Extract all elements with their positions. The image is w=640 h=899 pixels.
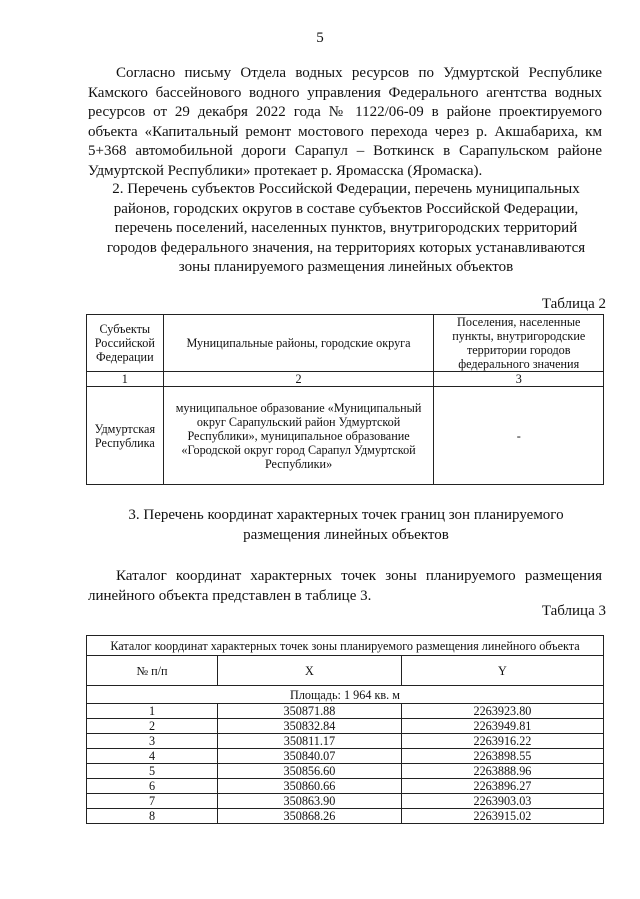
- table-2-header-row: [87, 315, 604, 372]
- table-row: [87, 749, 604, 764]
- point-number: 6: [87, 779, 218, 794]
- table-3-label: Таблица 3: [541, 603, 606, 619]
- table-3-area: Площадь: 1 964 кв. м: [87, 686, 604, 704]
- table-2-col-number: 3: [434, 372, 604, 387]
- table-3-header-y: Y: [401, 656, 603, 686]
- section-3-heading: 3. Перечень координат характерных точек границ зон планируемого размещения линейных объектов: [128, 507, 564, 543]
- table-2-subject-cell: Удмуртская Республика: [87, 387, 164, 485]
- point-x: 350840.07: [218, 749, 402, 764]
- table-2-municipal-cell: муниципальное образование «Муниципальный округ Сарапульский район Удмуртской Республики», муниципальное образование «Городской округ город Сарапул Удмуртской Республики»: [163, 387, 434, 485]
- table-2-settlements-cell: -: [434, 387, 604, 485]
- table-row: [87, 764, 604, 779]
- table-2-col-number: 1: [87, 372, 164, 387]
- point-y: 2263916.22: [401, 734, 603, 749]
- catalog-paragraph: Каталог координат характерных точек зоны планируемого размещения линейного объекта представлен в таблице 3.: [88, 568, 602, 604]
- point-y: 2263923.80: [401, 704, 603, 719]
- table-2: [86, 314, 604, 485]
- table-2-number-row: [87, 372, 604, 387]
- table-2-header-municipal: Муниципальные районы, городские округа: [163, 315, 434, 372]
- table-2-label: Таблица 2: [541, 296, 606, 312]
- table-3-header-x: X: [218, 656, 402, 686]
- table-row: [87, 809, 604, 824]
- point-number: 2: [87, 719, 218, 734]
- point-y: 2263949.81: [401, 719, 603, 734]
- point-number: 4: [87, 749, 218, 764]
- table-3-header-row: [87, 656, 604, 686]
- point-x: 350863.90: [218, 794, 402, 809]
- table-row: [87, 719, 604, 734]
- point-x: 350868.26: [218, 809, 402, 824]
- section-2-heading: 2. Перечень субъектов Российской Федерации, перечень муниципальных районов, городских округов в составе субъектов Российской Федерации, перечень поселений, населенных пунктов, внутригородских территорий городов федерального значения, на территориях которых устанавливаются зоны планируемого размещения линейных объектов: [106, 181, 586, 276]
- point-x: 350832.84: [218, 719, 402, 734]
- point-y: 2263915.02: [401, 809, 603, 824]
- table-3-title: Каталог координат характерных точек зоны планируемого размещения линейного объекта: [87, 636, 604, 656]
- point-number: 8: [87, 809, 218, 824]
- point-y: 2263903.03: [401, 794, 603, 809]
- point-number: 3: [87, 734, 218, 749]
- table-3-header-number: № п/п: [87, 656, 218, 686]
- table-2-col-number: 2: [163, 372, 434, 387]
- point-number: 7: [87, 794, 218, 809]
- page-number: 5: [316, 30, 324, 46]
- point-x: 350860.66: [218, 779, 402, 794]
- table-row: [87, 779, 604, 794]
- point-x: 350811.17: [218, 734, 402, 749]
- point-x: 350871.88: [218, 704, 402, 719]
- table-row: [87, 734, 604, 749]
- point-y: 2263888.96: [401, 764, 603, 779]
- table-2-header-subjects: Субъекты Российской Федерации: [87, 315, 164, 372]
- intro-paragraph: Согласно письму Отдела водных ресурсов по Удмуртской Республике Камского бассейнового водного управления Федерального агентства водных ресурсов от 29 декабря 2022 года № 1122/06-09 в районе проектируемого объекта «Капитальный ремонт мостового перехода через р. Акшабариха, км 5+368 автомобильной дороги Сарапул – Воткинск в Сарапульском районе Удмуртской Республики» протекает р. Яромасска (Яромаска).: [88, 65, 602, 179]
- point-y: 2263898.55: [401, 749, 603, 764]
- point-y: 2263896.27: [401, 779, 603, 794]
- point-x: 350856.60: [218, 764, 402, 779]
- point-number: 5: [87, 764, 218, 779]
- table-3-area-row: [87, 686, 604, 704]
- table-row: [87, 704, 604, 719]
- point-number: 1: [87, 704, 218, 719]
- table-3: [86, 635, 604, 824]
- table-2-header-settlements: Поселения, населенные пункты, внутригородские территории городов федерального значения: [434, 315, 604, 372]
- table-row: [87, 794, 604, 809]
- table-3-title-row: [87, 636, 604, 656]
- table-2-data-row: [87, 387, 604, 485]
